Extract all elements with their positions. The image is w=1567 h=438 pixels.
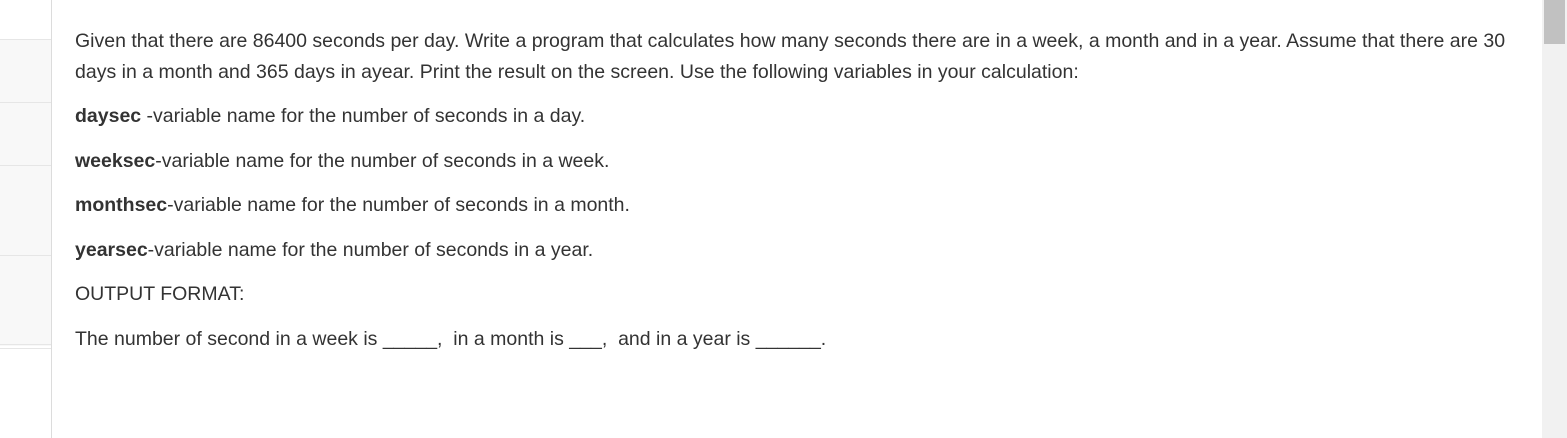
variable-yearsec (75, 235, 1515, 266)
scrollbar-thumb[interactable] (1544, 0, 1565, 44)
left-rail-panel (0, 39, 51, 346)
rail-divider (0, 39, 51, 40)
rail-divider (0, 165, 51, 166)
left-rail (0, 0, 52, 438)
variable-description: -variable name for the number of seconds in a day. (141, 105, 586, 127)
rail-divider (0, 102, 51, 103)
output-format-text: The number of second in a week is _____, in a month is ___, and in a year is ______. (75, 327, 827, 350)
vertical-scrollbar[interactable] (1542, 0, 1567, 438)
rail-divider (0, 344, 51, 345)
rail-divider (0, 348, 51, 349)
question-content (75, 26, 1515, 355)
variable-name: yearsec (75, 238, 148, 261)
variable-description: -variable name for the number of seconds in a month. (167, 194, 630, 216)
variable-name: daysec (75, 105, 142, 127)
variable-description: -variable name for the number of seconds in a year. (147, 238, 594, 261)
rail-divider (0, 255, 51, 256)
variable-description: -variable name for the number of seconds in a week. (155, 149, 610, 172)
variable-monthsec (75, 190, 1515, 221)
variable-daysec (75, 101, 1515, 132)
question-intro: Given that there are 86400 seconds per day. Write a program that calculates how many seconds there are in a week, a month and in a year. Assume that there are 30 days in a month and 365 days in ayear. Print the result on the screen. Use the following variables in your calculation: (75, 30, 1506, 83)
variable-weeksec (75, 146, 1515, 177)
output-format-label: OUTPUT FORMAT: (75, 283, 245, 305)
variable-name: weeksec (75, 149, 156, 172)
variable-name: monthsec (75, 194, 168, 216)
